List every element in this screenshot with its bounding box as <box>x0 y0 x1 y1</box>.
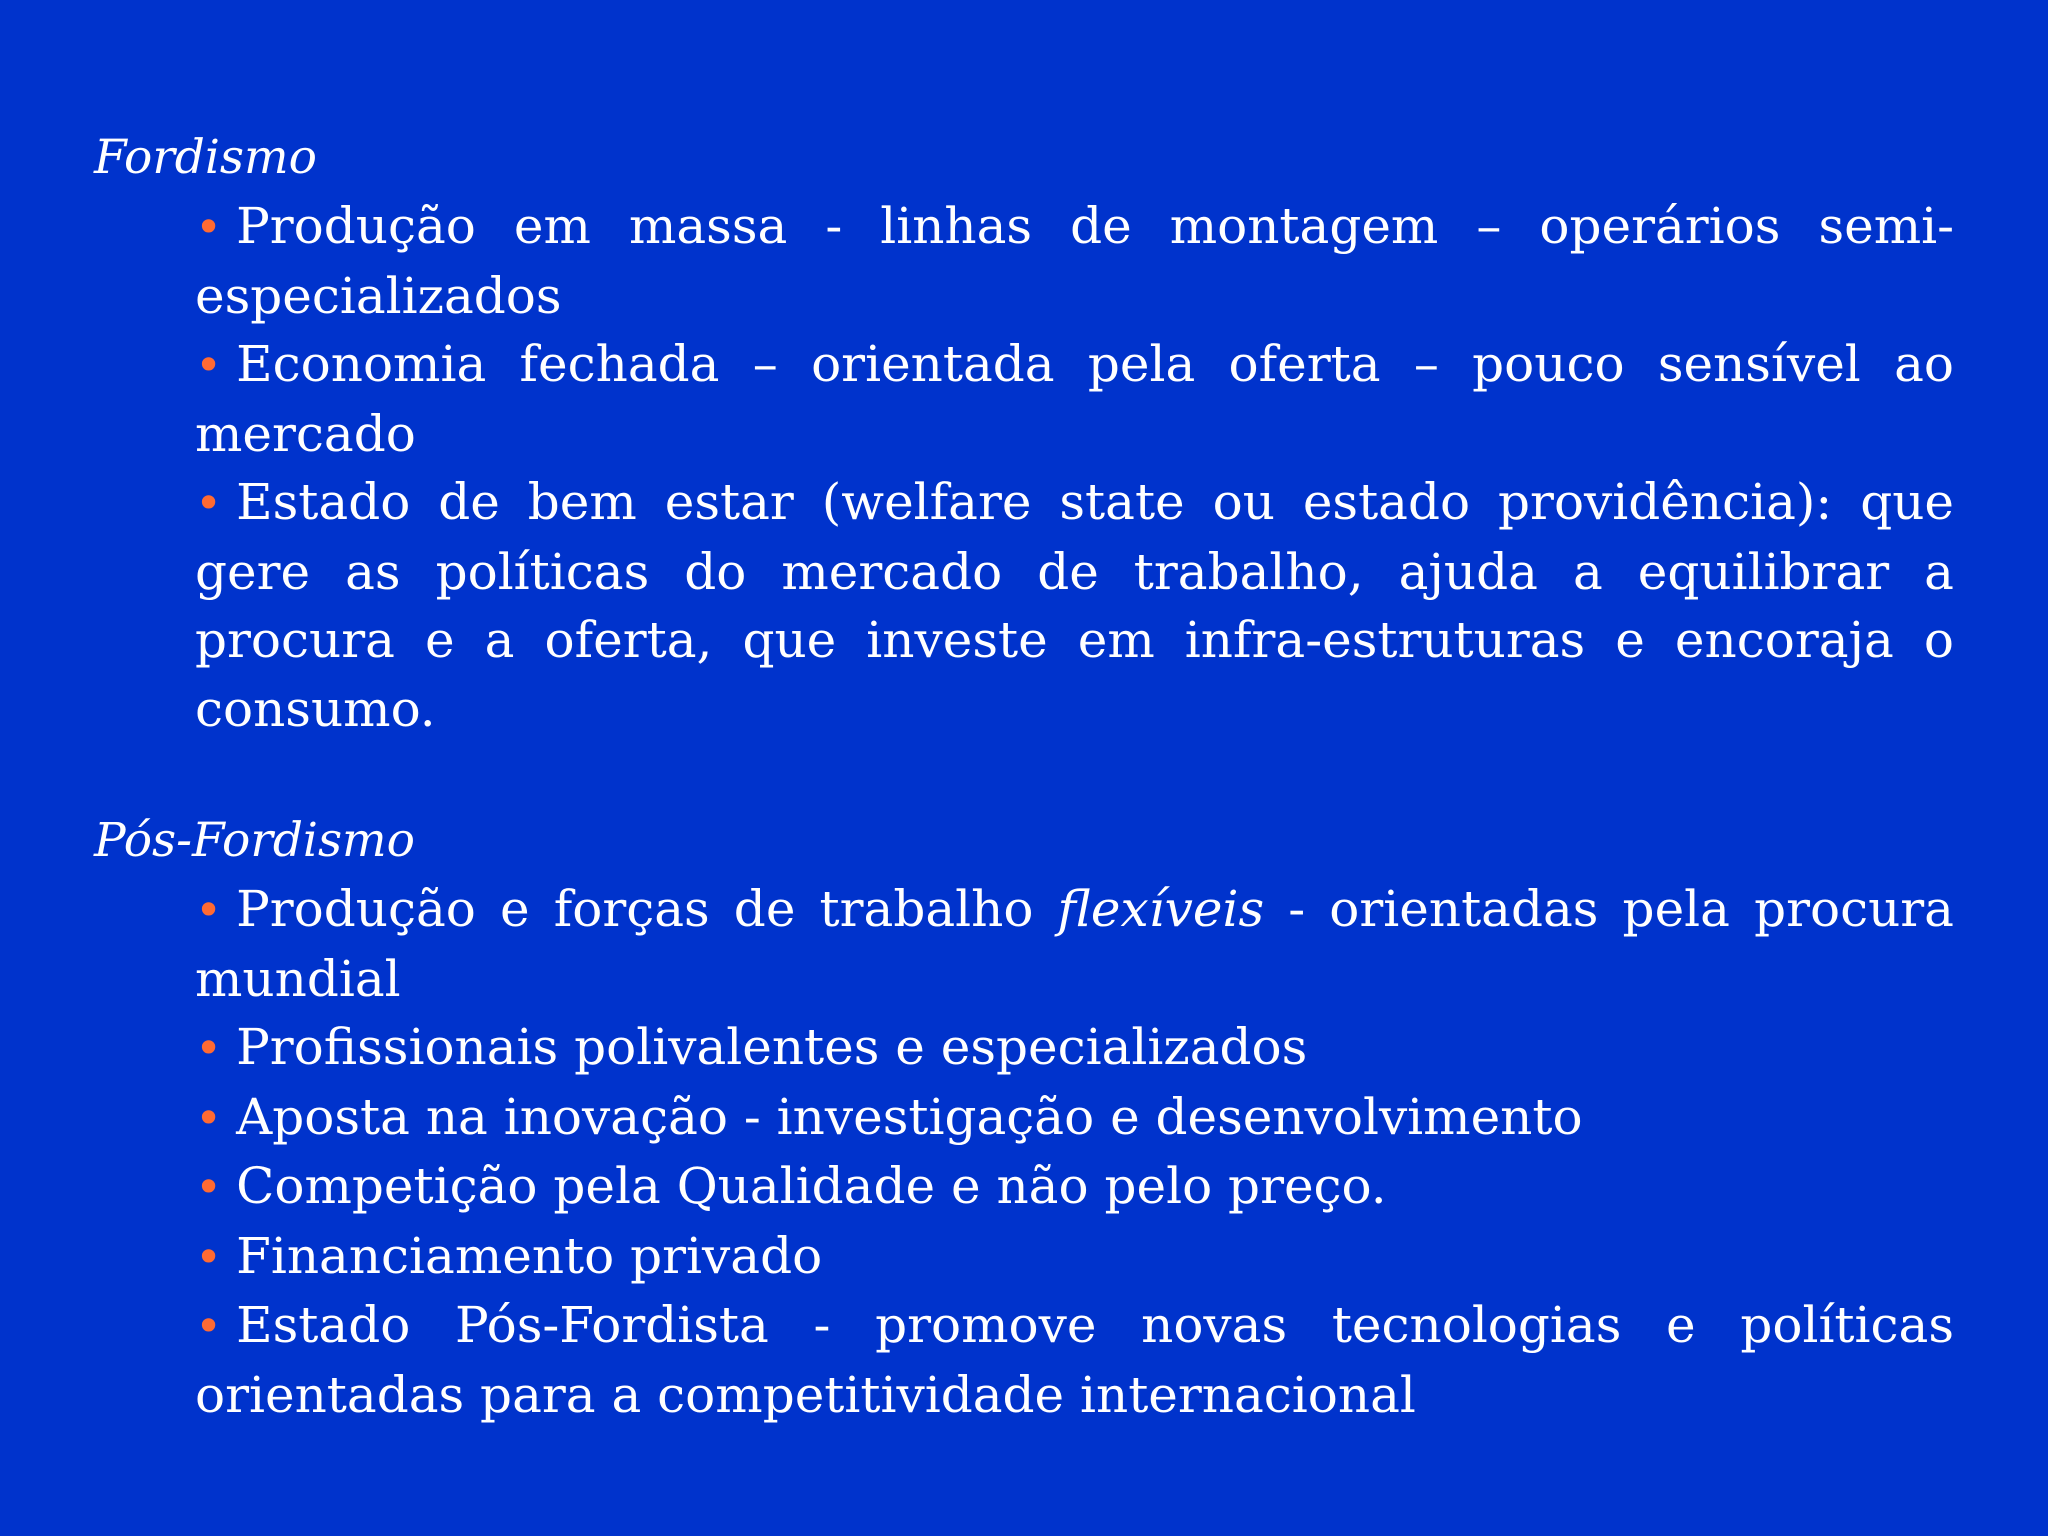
bullet-text: Competição pela Qualidade e não pelo preço. <box>236 1157 1387 1215</box>
bullet-dot-icon: • <box>195 883 223 937</box>
pos-fordismo-bullet-item <box>195 1083 1954 1153</box>
bullet-text: Estado Pós-Fordista - promove novas tecnologias e políticas orientadas para a competitividade internacional <box>195 1296 1954 1424</box>
pos-fordismo-bullet-item <box>195 875 1954 1013</box>
fordismo-bullet-item <box>195 468 1954 743</box>
bullet-dot-icon: • <box>195 1299 223 1353</box>
bullet-dot-icon: • <box>195 1160 223 1214</box>
pos-fordismo-bullet-list <box>94 875 1954 1429</box>
bullet-text: Profissionais polivalentes e especializados <box>236 1018 1308 1076</box>
heading-fordismo: Fordismo <box>94 130 317 185</box>
bullet-text: Produção em massa - linhas de montagem – operários semi-especializados <box>195 197 1954 325</box>
section-pos-fordismo <box>94 807 1954 1429</box>
fordismo-bullet-item <box>195 330 1954 468</box>
bullet-text: Financiamento privado <box>236 1226 823 1285</box>
pos-fordismo-bullet-item <box>195 1291 1954 1429</box>
pos-fordismo-bullet-item <box>195 1013 1954 1083</box>
bullet-text: Economia fechada – orientada pela oferta – pouco sensível ao mercado <box>195 335 1954 463</box>
bullet-text-part: - orientadas pela procura mundial <box>195 880 1954 1008</box>
pos-fordismo-bullet-item <box>195 1222 1954 1292</box>
bullet-text: Aposta na inovação - investigação e desenvolvimento <box>236 1087 1583 1146</box>
bullet-dot-icon: • <box>195 1229 223 1284</box>
bullet-dot-icon: • <box>195 338 223 392</box>
bullet-text-emphasis: flexíveis <box>1057 880 1265 938</box>
bullet-text-part: Produção e forças de trabalho <box>236 880 1058 938</box>
section-fordismo <box>94 124 1954 743</box>
fordismo-bullet-item <box>195 192 1954 330</box>
pos-fordismo-bullet-item <box>195 1152 1954 1222</box>
heading-pos-fordismo: Pós-Fordismo <box>94 813 415 868</box>
bullet-dot-icon: • <box>195 1021 223 1075</box>
fordismo-bullet-list <box>94 192 1954 743</box>
bullet-dot-icon: • <box>195 200 223 254</box>
bullet-dot-icon: • <box>195 1090 223 1145</box>
bullet-text: Estado de bem estar (welfare state ou estado providência): que gere as políticas do mercado de trabalho, ajuda a equilibrar a procura e a oferta, que investe em infra-estruturas e encoraja o consumo. <box>195 473 1954 738</box>
bullet-dot-icon: • <box>195 476 223 530</box>
